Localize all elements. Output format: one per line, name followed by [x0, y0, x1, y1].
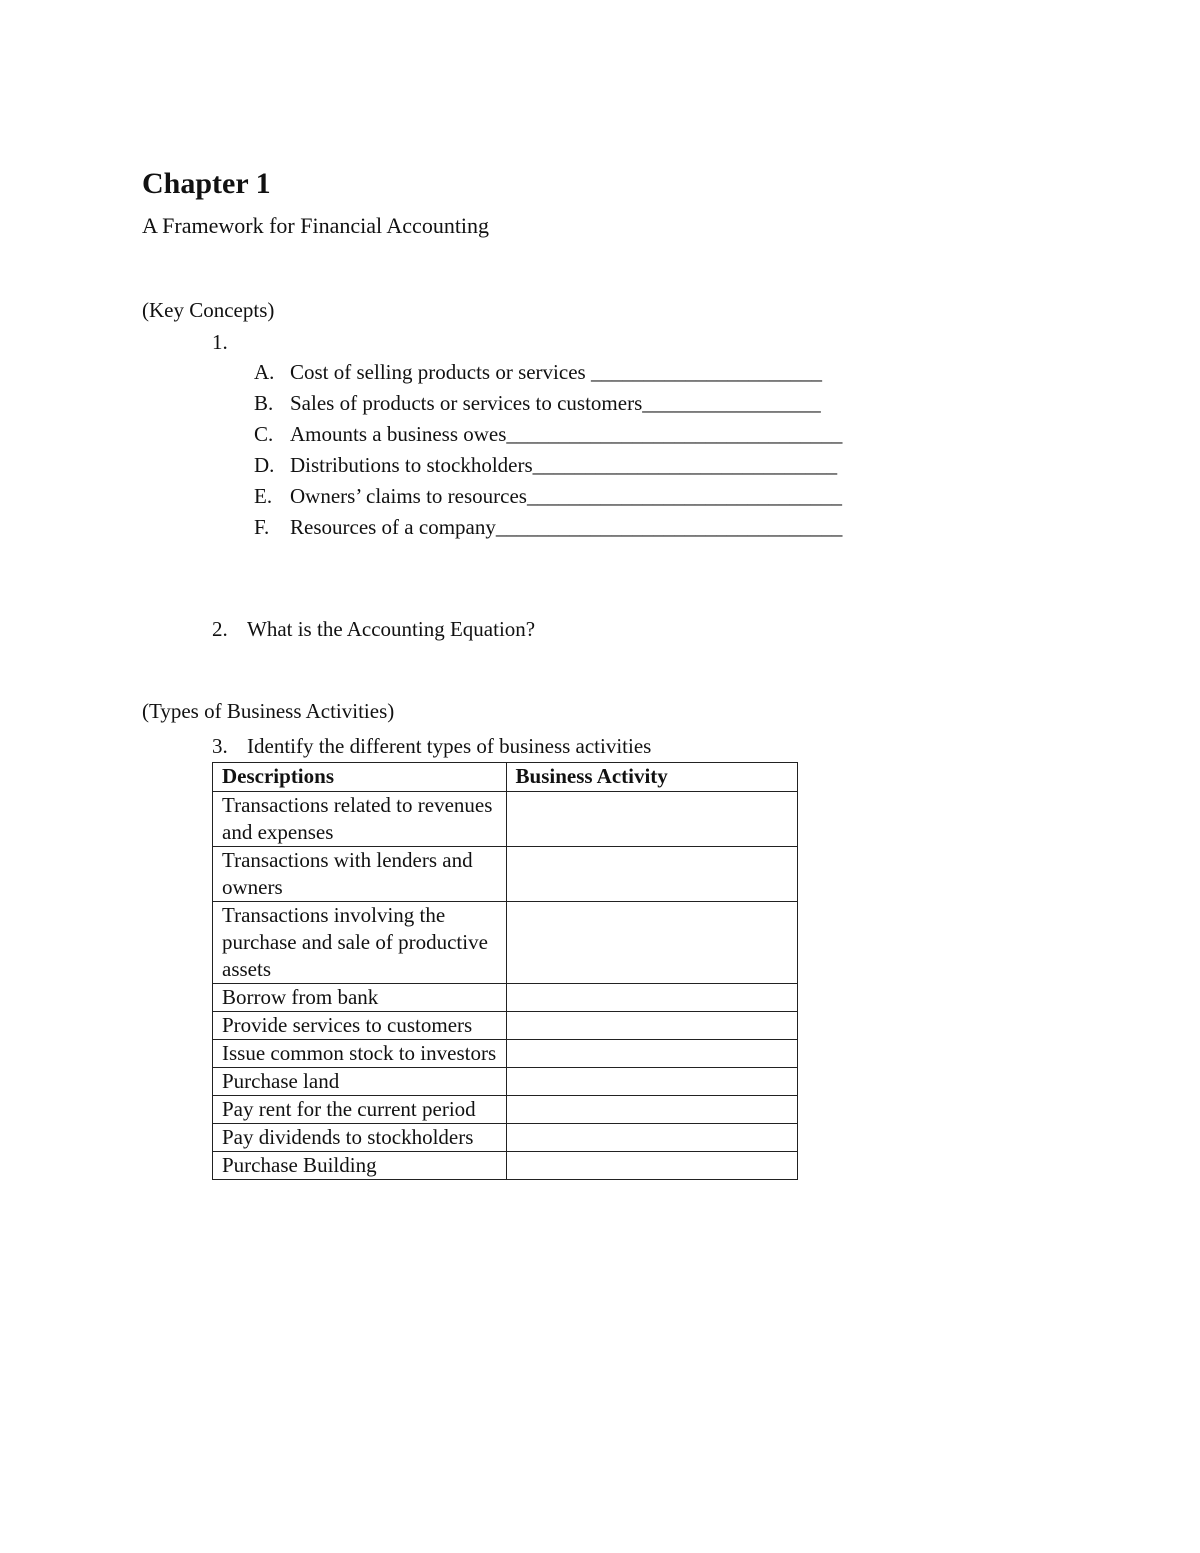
activity-cell[interactable]	[506, 1152, 797, 1180]
activity-cell[interactable]	[506, 1068, 797, 1096]
concept-text: Cost of selling products or services ______________________	[290, 360, 822, 384]
descriptions-header: Descriptions	[213, 763, 507, 792]
table-row	[213, 1152, 798, 1180]
concept-text: Amounts a business owes________________________________	[290, 422, 843, 446]
question-2-text: What is the Accounting Equation?	[247, 617, 536, 641]
question-1-number: 1.	[212, 330, 228, 354]
concept-text: Sales of products or services to customers_________________	[290, 391, 821, 415]
chapter-subtitle: A Framework for Financial Accounting	[142, 213, 490, 238]
concept-letter: F.	[254, 515, 270, 539]
description-cell: Borrow from bank	[213, 984, 507, 1012]
table-header-row	[213, 763, 798, 792]
concept-item	[254, 452, 842, 483]
question-3-number: 3.	[212, 734, 228, 758]
description-cell: Pay rent for the current period	[213, 1096, 507, 1124]
description-cell: Purchase land	[213, 1068, 507, 1096]
concept-text: Owners’ claims to resources______________________________	[290, 484, 842, 508]
concept-letter: E.	[254, 484, 273, 508]
description-cell: Transactions related to revenues and expenses	[213, 792, 507, 847]
activity-cell[interactable]	[506, 792, 797, 847]
concept-text: Distributions to stockholders_____________________________	[290, 453, 838, 477]
question-3-text: Identify the different types of business activities	[247, 734, 652, 758]
description-cell: Transactions with lenders and owners	[213, 847, 507, 902]
activity-cell[interactable]	[506, 1040, 797, 1068]
description-cell: Pay dividends to stockholders	[213, 1124, 507, 1152]
question-3	[212, 733, 651, 759]
activity-cell[interactable]	[506, 847, 797, 902]
description-cell: Transactions involving the purchase and sale of productive assets	[213, 902, 507, 984]
concept-letter: A.	[254, 360, 275, 384]
table-row	[213, 1012, 798, 1040]
description-cell: Purchase Building	[213, 1152, 507, 1180]
concept-letter: C.	[254, 422, 274, 446]
concept-letter: D.	[254, 453, 275, 477]
description-cell: Issue common stock to investors	[213, 1040, 507, 1068]
question-2	[212, 616, 535, 642]
concept-letter: B.	[254, 391, 274, 415]
table-row	[213, 1040, 798, 1068]
concept-item	[254, 483, 842, 514]
concept-item	[254, 359, 842, 390]
activity-cell[interactable]	[506, 1124, 797, 1152]
activity-cell[interactable]	[506, 984, 797, 1012]
business-activity-table	[212, 762, 798, 1180]
table-row	[213, 792, 798, 847]
concept-text: Resources of a company_________________________________	[290, 515, 843, 539]
question-2-number: 2.	[212, 617, 228, 641]
concept-item	[254, 390, 842, 421]
table-row	[213, 1068, 798, 1096]
activity-cell[interactable]	[506, 1096, 797, 1124]
key-concepts-list	[254, 359, 842, 545]
chapter-title: Chapter 1	[142, 167, 271, 200]
description-cell: Provide services to customers	[213, 1012, 507, 1040]
business-activity-header: Business Activity	[506, 763, 797, 792]
activity-cell[interactable]	[506, 902, 797, 984]
activity-cell[interactable]	[506, 1012, 797, 1040]
table-row	[213, 1124, 798, 1152]
table-row	[213, 902, 798, 984]
concept-item	[254, 421, 842, 452]
table-row	[213, 847, 798, 902]
table-row	[213, 1096, 798, 1124]
concept-item	[254, 514, 842, 545]
table-row	[213, 984, 798, 1012]
key-concepts-label: (Key Concepts)	[142, 298, 275, 322]
business-activities-label: (Types of Business Activities)	[142, 699, 395, 723]
